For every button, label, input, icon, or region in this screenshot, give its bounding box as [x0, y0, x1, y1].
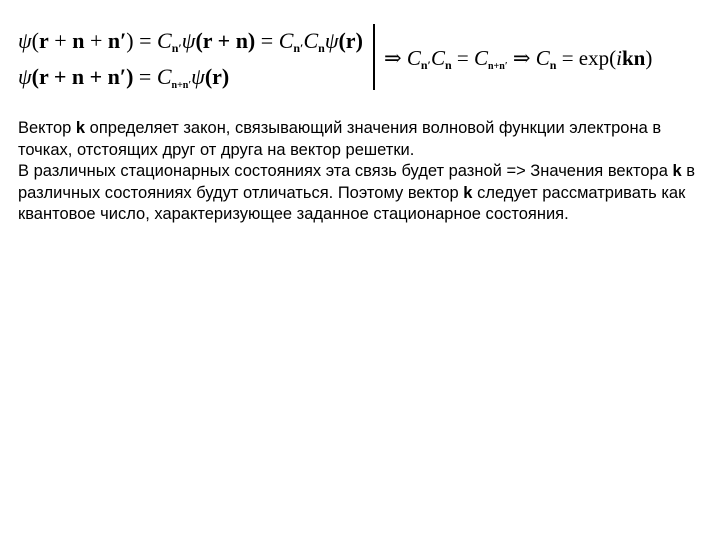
equals: =: [133, 64, 157, 89]
vector-k: k: [75, 119, 86, 137]
psi-symbol: ψ: [181, 28, 196, 53]
equals: =: [133, 28, 158, 53]
coef-c: C: [157, 28, 172, 53]
coef-c: C: [430, 46, 445, 70]
equation-line-2: [18, 66, 229, 91]
body-text: [18, 118, 708, 226]
psi-symbol: ψ: [324, 28, 339, 53]
psi-arg: (r): [204, 64, 230, 89]
coef-c: C: [156, 64, 172, 89]
coef-c: C: [303, 28, 319, 53]
coef-sub: n′: [293, 41, 304, 55]
psi-symbol: ψ: [191, 64, 205, 89]
coef-c: C: [278, 28, 294, 53]
equals: =: [255, 28, 279, 53]
vec-kn: kn: [621, 46, 646, 70]
vec-n-prime: n′: [107, 28, 127, 53]
coef-c: C: [473, 46, 488, 70]
implication-formula: [384, 48, 652, 72]
imag-unit: i: [616, 46, 622, 70]
vec-r: r: [39, 28, 49, 53]
psi-arg: (r + n + n′): [31, 64, 134, 89]
equation-line-1: [18, 30, 363, 54]
implies-arrow: ⇒: [384, 46, 402, 70]
coef-sub: n′: [420, 58, 431, 72]
paren: (: [31, 28, 39, 53]
plus: +: [84, 28, 108, 53]
coef-sub: n+n′: [171, 80, 192, 91]
equals-exp: = exp(: [556, 46, 617, 70]
coef-sub: n: [444, 58, 452, 72]
vec-n: n: [72, 28, 85, 53]
paragraph-1: Вектор k определяет закон, связывающий значения волновой функции электрона в точках, отстоящих друг от друга на вектор решетки.: [18, 119, 662, 159]
vector-k: k: [463, 183, 473, 202]
psi-symbol: ψ: [18, 28, 32, 53]
paren: ): [126, 28, 134, 53]
coef-sub: n+n′: [488, 61, 508, 72]
coef-sub: n: [549, 58, 557, 72]
equals: =: [451, 46, 474, 70]
equation-separator: [373, 24, 375, 90]
paren: ): [645, 46, 653, 70]
plus: +: [48, 28, 73, 53]
vector-k: k: [672, 162, 682, 180]
psi-arg: (r): [338, 28, 363, 53]
coef-sub: n′: [171, 41, 182, 55]
psi-arg: (r + n): [195, 28, 256, 53]
psi-symbol: ψ: [18, 64, 32, 89]
paragraph-2: В различных стационарных состояниях эта связь будет разной => Значения вектора k в различных состояниях будут отличаться. Поэтому вектор k следует рассматривать как квантовое число, характеризующее заданное стационарное состояния.: [18, 162, 696, 223]
implies-arrow: ⇒: [512, 46, 531, 70]
coef-sub: n: [318, 41, 325, 55]
coef-c: C: [535, 46, 550, 70]
coef-c: C: [406, 46, 421, 70]
